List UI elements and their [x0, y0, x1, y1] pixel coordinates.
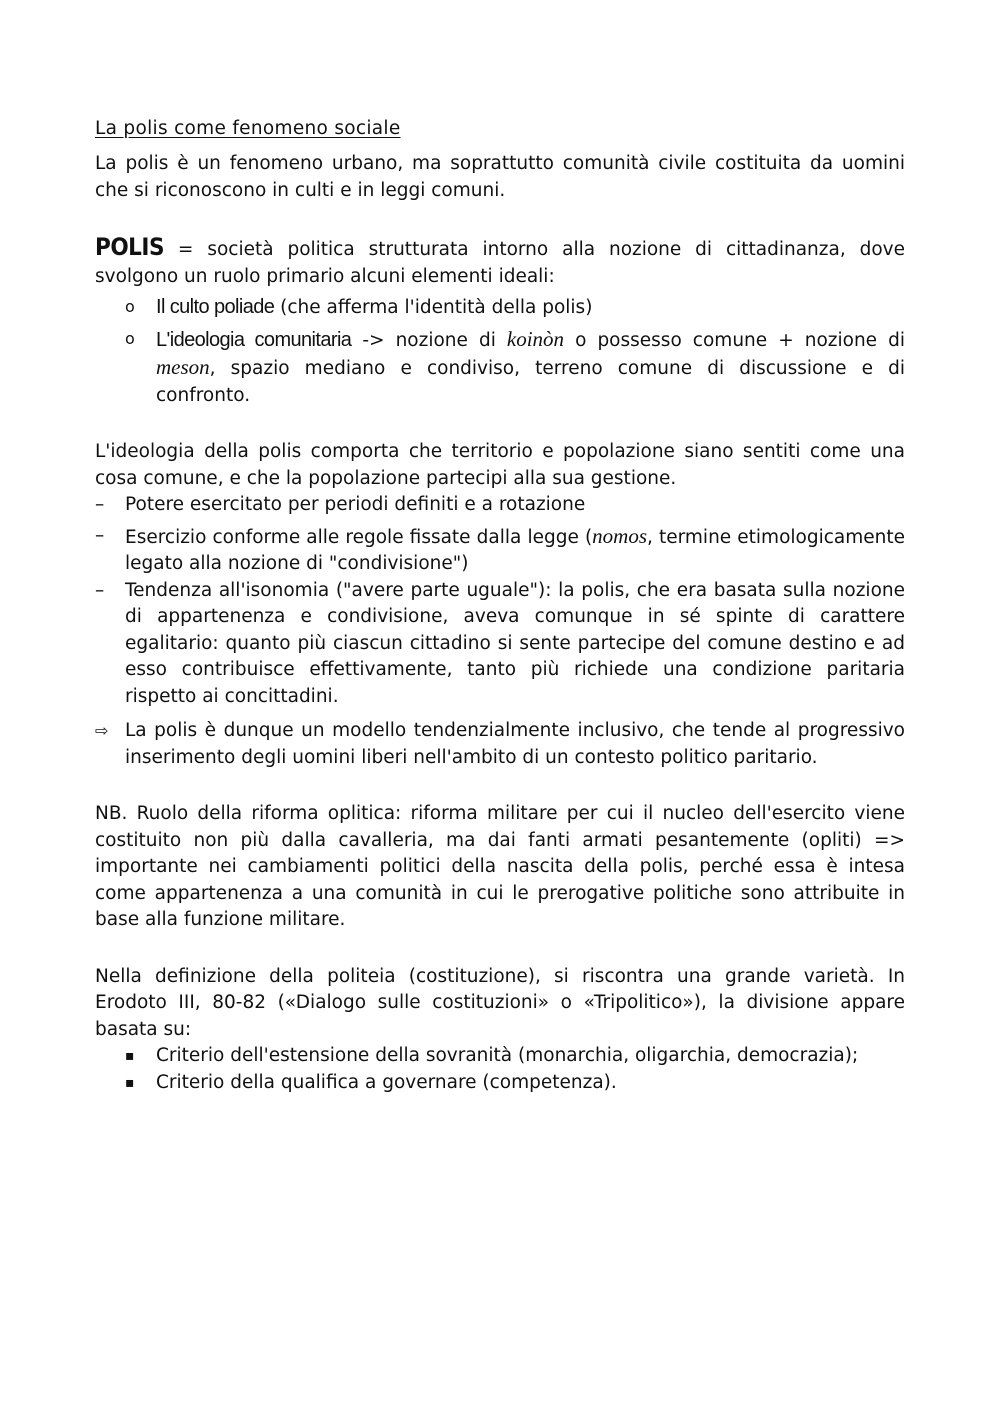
list-item: [95, 718, 905, 771]
item-text: Criterio dell'estensione della sovranità (monarchia, oligarchia, democrazia);: [156, 1045, 859, 1066]
polis-definition: [95, 234, 905, 290]
criteria-list: [95, 1043, 905, 1096]
item-lead: L'ideologia comunitaria: [156, 328, 352, 351]
item-part: Esercizio conforme alle regole fissate dalla legge (: [125, 526, 593, 548]
square-bullet-icon: ▪: [125, 1074, 135, 1091]
item-part: , termine etimologicamente legato alla nozione di "condivisione"): [125, 526, 906, 574]
item-part: , spazio mediano e condiviso, terreno comune di discussione e di confronto.: [156, 358, 905, 406]
square-bullet-icon: ▪: [125, 1048, 135, 1064]
item-rest: (che afferma l'identità della polis): [274, 297, 593, 318]
ideology-paragraph: L'ideologia della polis comporta che territorio e popolazione siano sentiti come una cosa comune, e che la popolazione partecipi alla sua gestione.: [95, 441, 905, 489]
politeia-paragraph: Nella definizione della politeia (costituzione), si riscontra una grande varietà. In Erodoto III, 80-82 («Dialogo sulle costituzioni» o «Tripolitico»), la divisione appare basata su:: [95, 965, 905, 1040]
dash-bullet-icon: –: [95, 494, 105, 515]
item-text: Criterio della qualifica a governare (competenza).: [156, 1071, 617, 1093]
item-text: Tendenza all'isonomia ("avere parte uguale"): la polis, che era basata sulla nozione di appartenenza e condivisione, aveva comunque in sé spinte di carattere egalitario: quanto più ciascun cittadino si sente partecipe del comune destino e ad esso contribuisce effettivamente, tanto più richiede una condizione paritaria rispetto ai concittadini.: [125, 579, 905, 707]
item-text: Potere esercitato per periodi definiti e a rotazione: [125, 494, 586, 515]
list-item: [95, 294, 905, 322]
item-part: -> nozione di: [351, 329, 507, 351]
circle-bullet-icon: o: [125, 328, 135, 348]
meson-term: meson: [156, 355, 210, 379]
item-part: o possesso comune + nozione di: [564, 329, 905, 351]
list-item: [95, 326, 905, 410]
conclusion-list: [95, 718, 905, 771]
dash-bullet-icon: –: [95, 524, 105, 546]
item-lead: Il culto poliade: [156, 296, 275, 318]
section-title: La polis come fenomeno sociale: [95, 118, 401, 139]
circle-bullet-icon: o: [125, 297, 135, 316]
ideal-elements-list: [95, 294, 905, 409]
nomos-term: nomos: [592, 523, 648, 548]
intro-paragraph: La polis è un fenomeno urbano, ma soprattutto comunità civile costituita da uomini che si riconoscono in culti e in leggi comuni.: [95, 153, 905, 201]
koinon-term: koinòn: [506, 326, 565, 351]
nb-paragraph: NB. Ruolo della riforma oplitica: riforma militare per cui il nucleo dell'esercito viene costituito non più dalla cavalleria, ma dai fanti armati pesantemente (opliti) => importante nei cambiamenti politici della nascita della polis, perché essa è intesa come appartenenza a una comunità in cui le prerogative politiche sono attribuite in base alla funzione militare.: [95, 803, 905, 930]
dash-bullet-icon: –: [95, 579, 105, 601]
list-item: [95, 523, 905, 578]
document-page: [95, 118, 905, 1096]
list-item: [95, 1070, 905, 1097]
list-item: [95, 1043, 905, 1070]
ideology-list: [95, 492, 905, 710]
conclusion-text: La polis è dunque un modello tendenzialmente inclusivo, che tende al progressivo inserimento degli uomini liberi nell'ambito di un contesto politico paritario.: [125, 720, 905, 768]
list-item: [95, 492, 905, 519]
arrow-right-icon: ⇨: [95, 721, 109, 740]
list-item: [95, 578, 905, 711]
polis-definition-text: = società politica strutturata intorno alla nozione di cittadinanza, dove svolgono un ruolo primario alcuni elementi ideali:: [95, 239, 905, 287]
polis-term: POLIS: [95, 233, 165, 261]
